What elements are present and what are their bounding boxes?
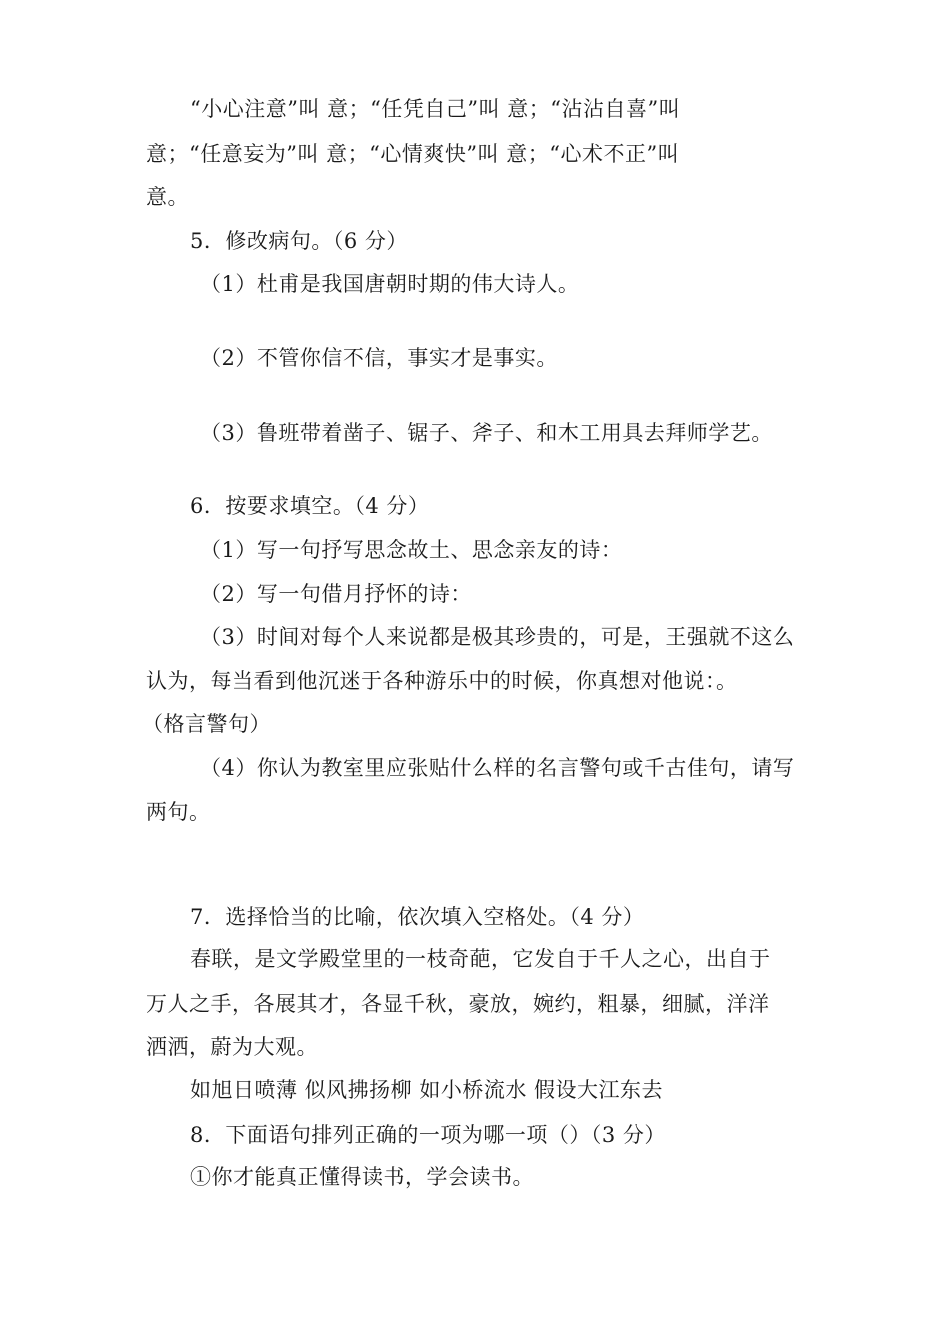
question-7-passage-line-3: 洒洒，蔚为大观。 <box>146 1035 318 1059</box>
question-6-item-3-line-2: 认为，每当看到他沉迷于各种游乐中的时候，你真想对他说：。 <box>146 669 738 693</box>
question-5-item-3: （3）鲁班带着凿子、锯子、斧子、和木工用具去拜师学艺。 <box>200 421 773 445</box>
question-5-item-1: （1）杜甫是我国唐朝时期的伟大诗人。 <box>200 272 580 296</box>
question-8-heading: 8．下面语句排列正确的一项为哪一项（）（3 分） <box>190 1123 666 1147</box>
question-5-item-2: （2）不管你信不信，事实才是事实。 <box>200 346 558 370</box>
text-line-idiom-blanks-2: 意；“任意妄为”叫 意；“心情爽快”叫 意；“心术不正”叫 <box>146 142 680 166</box>
question-7-passage-line-2: 万人之手，各展其才，各显千秋，豪放，婉约，粗暴，细腻，洋洋 <box>146 992 770 1016</box>
question-6-item-2: （2）写一句借月抒怀的诗： <box>200 582 472 606</box>
question-8-sentence-1: ①你才能真正懂得读书，学会读书。 <box>190 1165 534 1189</box>
question-6-item-3-line-1: （3）时间对每个人来说都是极其珍贵的，可是，王强就不这么 <box>200 625 795 649</box>
question-6-item-1: （1）写一句抒写思念故土、思念亲友的诗： <box>200 538 623 562</box>
question-6-heading: 6．按要求填空。（4 分） <box>190 494 430 518</box>
question-7-heading: 7．选择恰当的比喻，依次填入空格处。（4 分） <box>190 905 645 929</box>
question-7-options: 如旭日喷薄 似风拂扬柳 如小桥流水 假设大江东去 <box>190 1078 664 1102</box>
text-line-idiom-blanks-1: “小心注意”叫 意；“任凭自己”叫 意；“沾沾自喜”叫 <box>190 97 681 121</box>
text-line-idiom-blanks-3: 意。 <box>146 185 189 209</box>
question-6-item-4-line-2: 两句。 <box>146 800 211 824</box>
question-6-item-4-line-1: （4）你认为教室里应张贴什么样的名言警句或千古佳句，请写 <box>200 756 795 780</box>
question-6-item-3-note: （格言警句） <box>142 712 271 736</box>
question-5-heading: 5．修改病句。（6 分） <box>190 229 408 253</box>
question-7-passage-line-1: 春联，是文学殿堂里的一枝奇葩，它发自于千人之心，出自于 <box>190 947 771 971</box>
